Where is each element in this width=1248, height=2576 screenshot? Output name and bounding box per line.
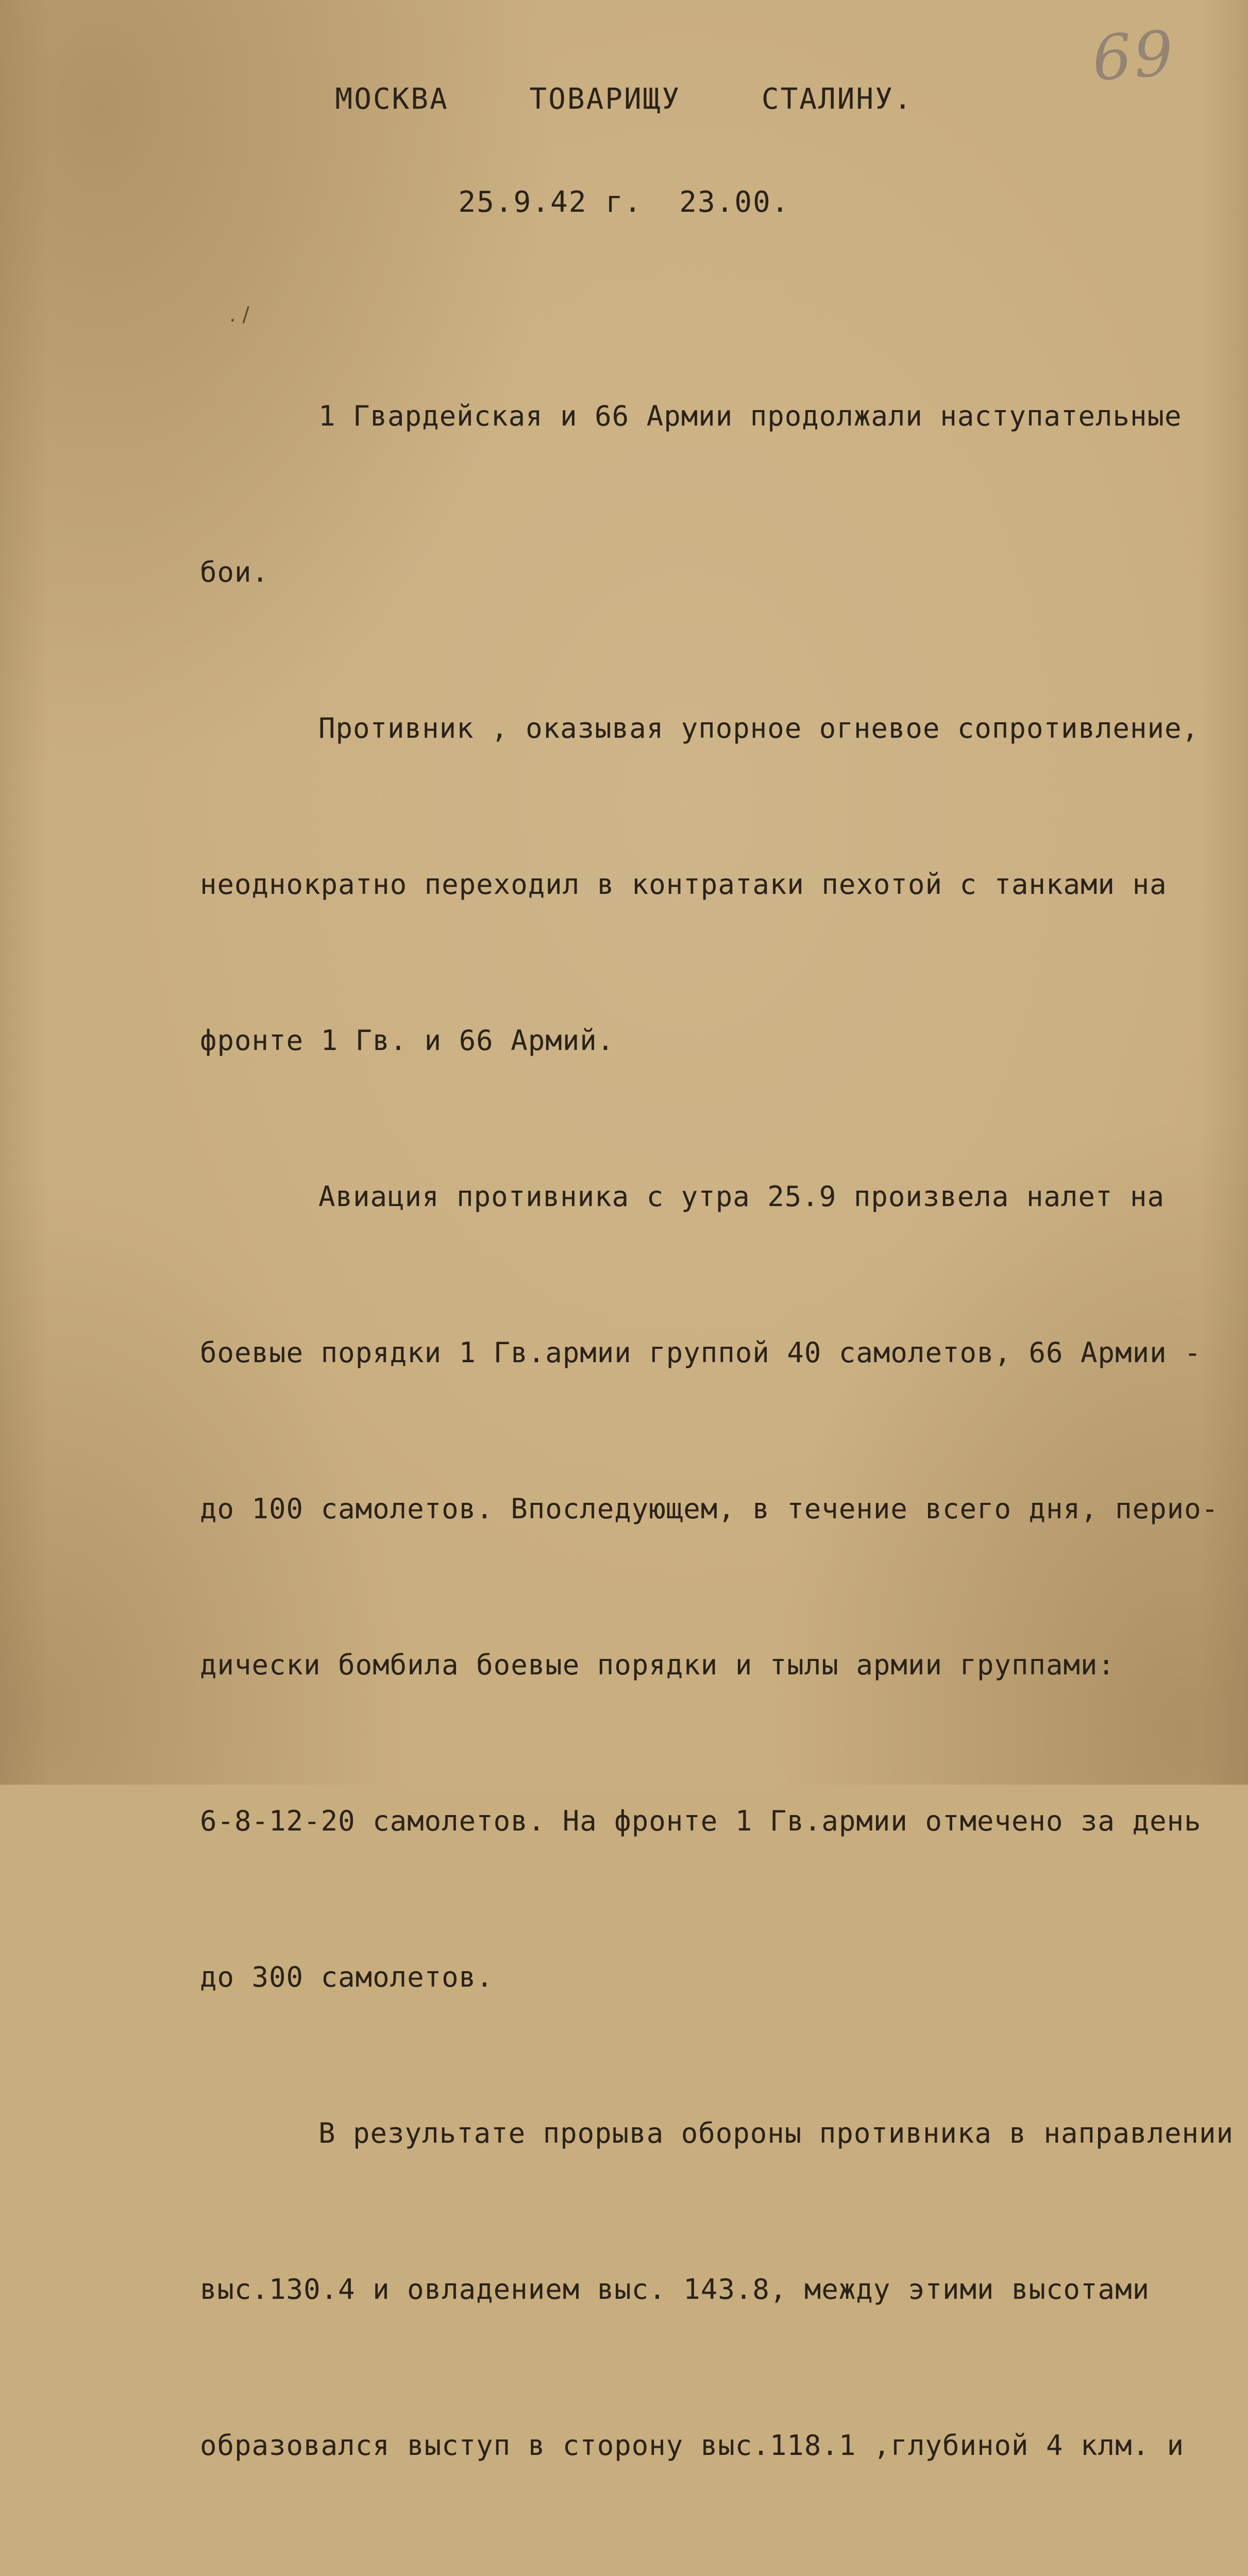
date: 25.9.42 г.	[458, 185, 643, 219]
header-addressee-1: ТОВАРИЩУ	[529, 82, 681, 116]
text-line: В результате прорыва обороны противника в направлении	[318, 2117, 1234, 2149]
text-line: бои.	[200, 556, 269, 588]
text-line: 1 Гвардейская и 66 Армии продолжали наступательные	[318, 400, 1182, 432]
text-line: неоднократно переходил в контратаки пехотой с танками на	[200, 868, 1167, 901]
text-line: до 100 самолетов. Впоследующем, в течение всего дня, перио-	[200, 1493, 1219, 1525]
text-line: дически бомбила боевые порядки и тылы армии группами:	[200, 1649, 1116, 1681]
text-line: образовался выступ в сторону выс.118.1 ,глубиной 4 клм. и	[200, 2429, 1185, 2462]
text-line: боевые порядки 1 Гв.армии группой 40 самолетов, 66 Армии -	[200, 1336, 1202, 1369]
header-city: МОСКВА	[335, 82, 449, 116]
text-line: до 300 самолетов.	[200, 1961, 494, 1993]
report-body	[200, 286, 1241, 2576]
folio-number: 69	[1090, 18, 1178, 95]
text-line: Противник , оказывая упорное огневое сопротивление,	[318, 712, 1200, 744]
header-address	[0, 82, 1248, 116]
dateline	[0, 185, 1248, 219]
text-line: 6-8-12-20 самолетов. На фронте 1 Гв.армии отмечено за день	[200, 1805, 1202, 1837]
stray-mark: . /	[229, 303, 249, 327]
header-addressee-2: СТАЛИНУ.	[761, 82, 913, 116]
text-line: Авиация противника с утра 25.9 произвела налет на	[318, 1180, 1165, 1213]
text-line: фронте 1 Гв. и 66 Армий.	[200, 1024, 615, 1057]
time: 23.00.	[679, 185, 790, 219]
text-line: выс.130.4 и овладением выс. 143.8, между этими высотами	[200, 2273, 1150, 2306]
